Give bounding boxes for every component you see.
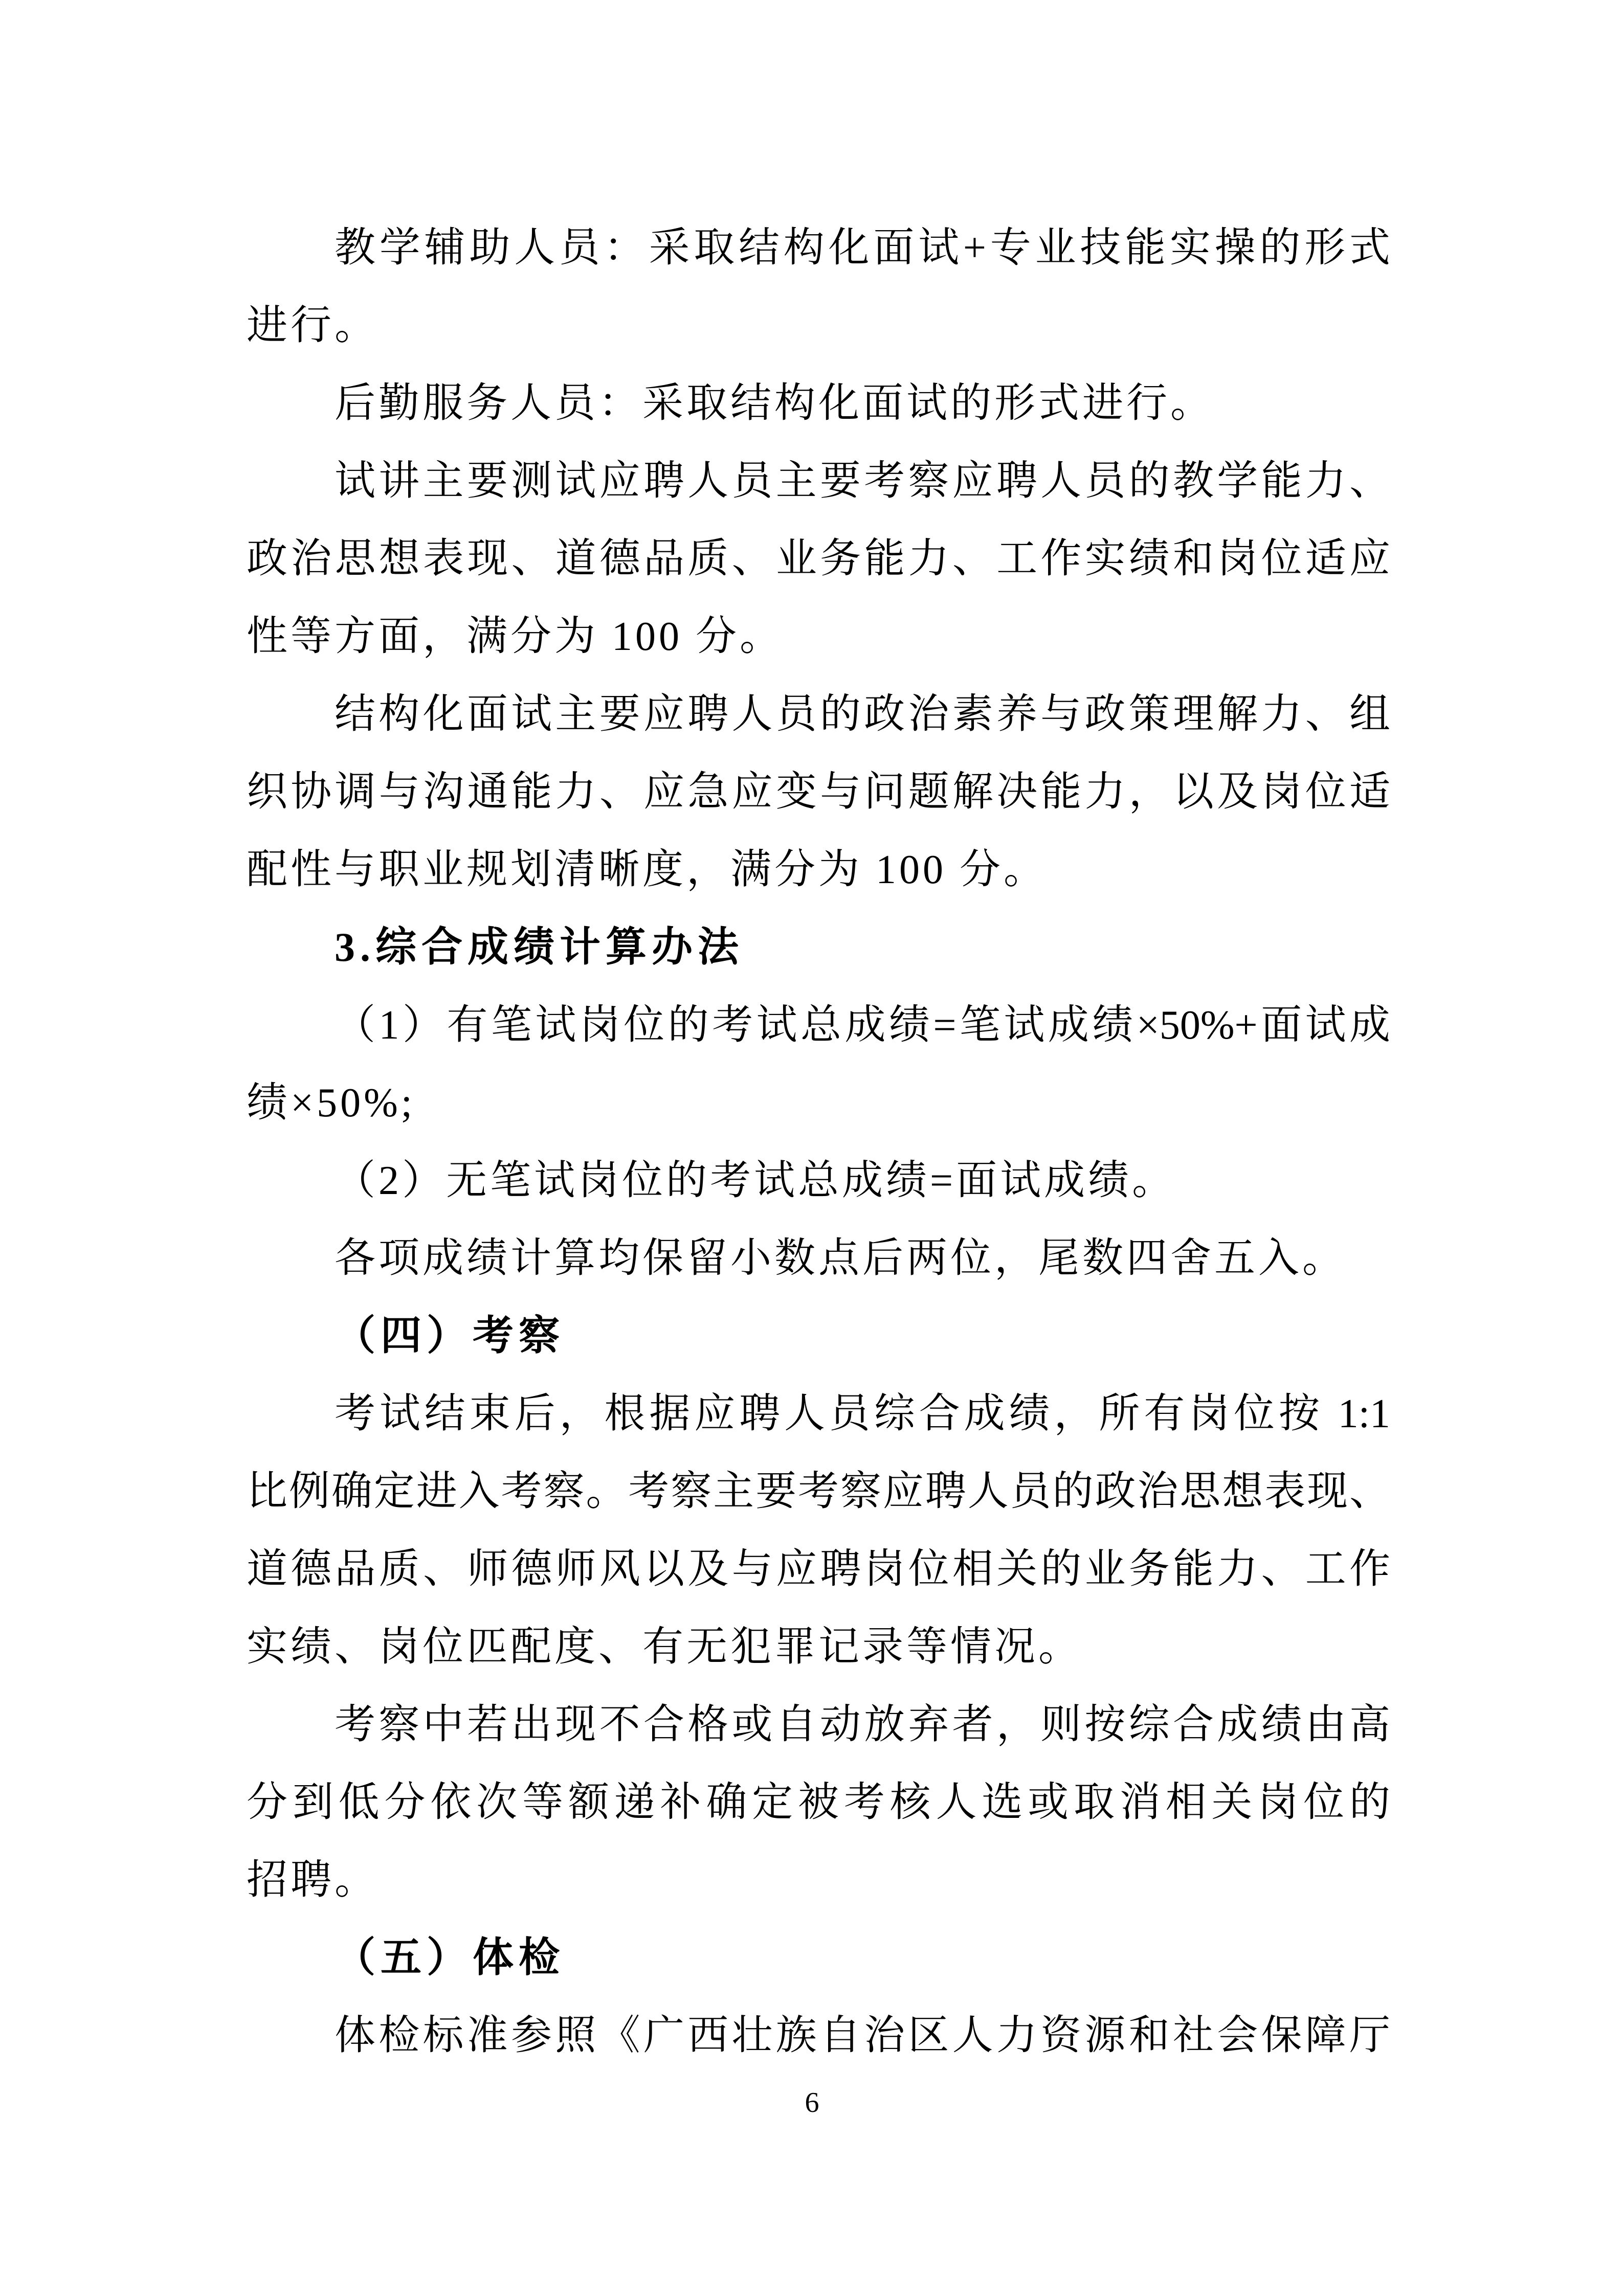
section-heading: （五）体检 [335,1935,565,1980]
section-heading: 3.综合成绩计算办法 [335,925,744,970]
text-line: 绩×50%; [247,1081,415,1126]
text-line: （2）无笔试岗位的考试总成绩=面试成绩。 [335,1158,1176,1203]
document-body [247,209,1390,2075]
text-line: 体检标准参照《广西壮族自治区人力资源和社会保障厅 [335,2013,1390,2058]
text-line: 分到低分依次等额递补确定被考核人选或取消相关岗位的 [247,1780,1390,1825]
text-line: （1）有笔试岗位的考试总成绩=笔试成绩×50%+面试成 [335,1003,1390,1048]
section-heading: （四）考察 [335,1314,565,1359]
text-line: 考试结束后，根据应聘人员综合成绩，所有岗位按 1:1 [335,1391,1390,1436]
text-line: 织协调与沟通能力、应急应变与问题解决能力，以及岗位适 [247,770,1390,815]
text-line: 后勤服务人员：采取结构化面试的形式进行。 [335,381,1214,426]
text-line: 试讲主要测试应聘人员主要考察应聘人员的教学能力、 [335,459,1390,504]
text-line: 教学辅助人员：采取结构化面试+专业技能实操的形式 [335,226,1390,271]
text-line: 进行。 [247,303,379,348]
text-line: 道德品质、师德师风以及与应聘岗位相关的业务能力、工作 [247,1547,1390,1592]
text-line: 配性与职业规划清晰度，满分为 100 分。 [247,847,1048,892]
text-line: 招聘。 [247,1858,379,1903]
text-line: 各项成绩计算均保留小数点后两位，尾数四舍五入。 [335,1236,1346,1281]
text-line: 性等方面，满分为 100 分。 [247,614,784,659]
page-number: 6 [805,2087,819,2119]
text-line: 实绩、岗位匹配度、有无犯罪记录等情况。 [247,1625,1082,1670]
text-line: 政治思想表现、道德品质、业务能力、工作实绩和岗位适应 [247,536,1390,581]
text-line: 考察中若出现不合格或自动放弃者，则按综合成绩由高 [335,1702,1390,1747]
text-line: 比例确定进入考察。考察主要考察应聘人员的政治思想表现、 [247,1469,1390,1514]
text-line: 结构化面试主要应聘人员的政治素养与政策理解力、组 [335,692,1390,737]
